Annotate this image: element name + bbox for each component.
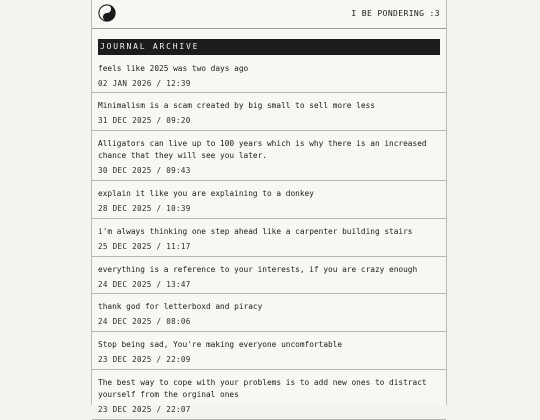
entry-date: 30 DEC 2025 / 09:43 — [98, 166, 191, 175]
journal-entry[interactable] — [92, 93, 446, 131]
journal-entry[interactable] — [92, 257, 446, 294]
journal-entry[interactable] — [92, 56, 446, 93]
site-tagline: I BE PONDERING :3 — [351, 9, 440, 18]
journal-archive-heading: JOURNAL ARCHIVE — [98, 39, 440, 55]
entry-date: 02 JAN 2026 / 12:39 — [98, 79, 191, 88]
entry-date: 25 DEC 2025 / 11:17 — [98, 242, 191, 251]
yin-yang-icon[interactable] — [98, 4, 116, 22]
entry-date: 31 DEC 2025 / 09:20 — [98, 116, 191, 125]
journal-entry[interactable] — [92, 294, 446, 332]
entry-text: Minimalism is a scam created by big small to sell more less — [98, 101, 375, 110]
entry-text: everything is a reference to your interests, if you are crazy enough — [98, 265, 418, 274]
journal-entry-list — [92, 56, 446, 420]
journal-entry[interactable] — [92, 332, 446, 370]
entry-text: Alligators can live up to 100 years which is why there is an increased chance that they will see you later. — [98, 139, 432, 160]
entry-text: Stop being sad, You're making everyone uncomfortable — [98, 340, 343, 349]
journal-entry[interactable] — [92, 219, 446, 257]
journal-column — [91, 0, 447, 414]
entry-text: i'm always thinking one step ahead like a carpenter building stairs — [98, 227, 413, 236]
entry-text: feels like 2025 was two days ago — [98, 64, 249, 73]
top-bar — [92, 0, 446, 29]
entry-date: 23 DEC 2025 / 22:07 — [98, 405, 191, 414]
entry-date: 24 DEC 2025 / 13:47 — [98, 280, 191, 289]
journal-entry[interactable] — [92, 131, 446, 181]
entry-text: thank god for letterboxd and piracy — [98, 302, 263, 311]
entry-text: explain it like you are explaining to a donkey — [98, 189, 314, 198]
journal-entry[interactable] — [92, 370, 446, 420]
entry-date: 24 DEC 2025 / 08:06 — [98, 317, 191, 326]
journal-entry[interactable] — [92, 181, 446, 219]
entry-text: The best way to cope with your problems is to add new ones to distract yourself from the orginal ones — [98, 378, 432, 399]
entry-date: 23 DEC 2025 / 22:09 — [98, 355, 191, 364]
entry-date: 28 DEC 2025 / 10:39 — [98, 204, 191, 213]
